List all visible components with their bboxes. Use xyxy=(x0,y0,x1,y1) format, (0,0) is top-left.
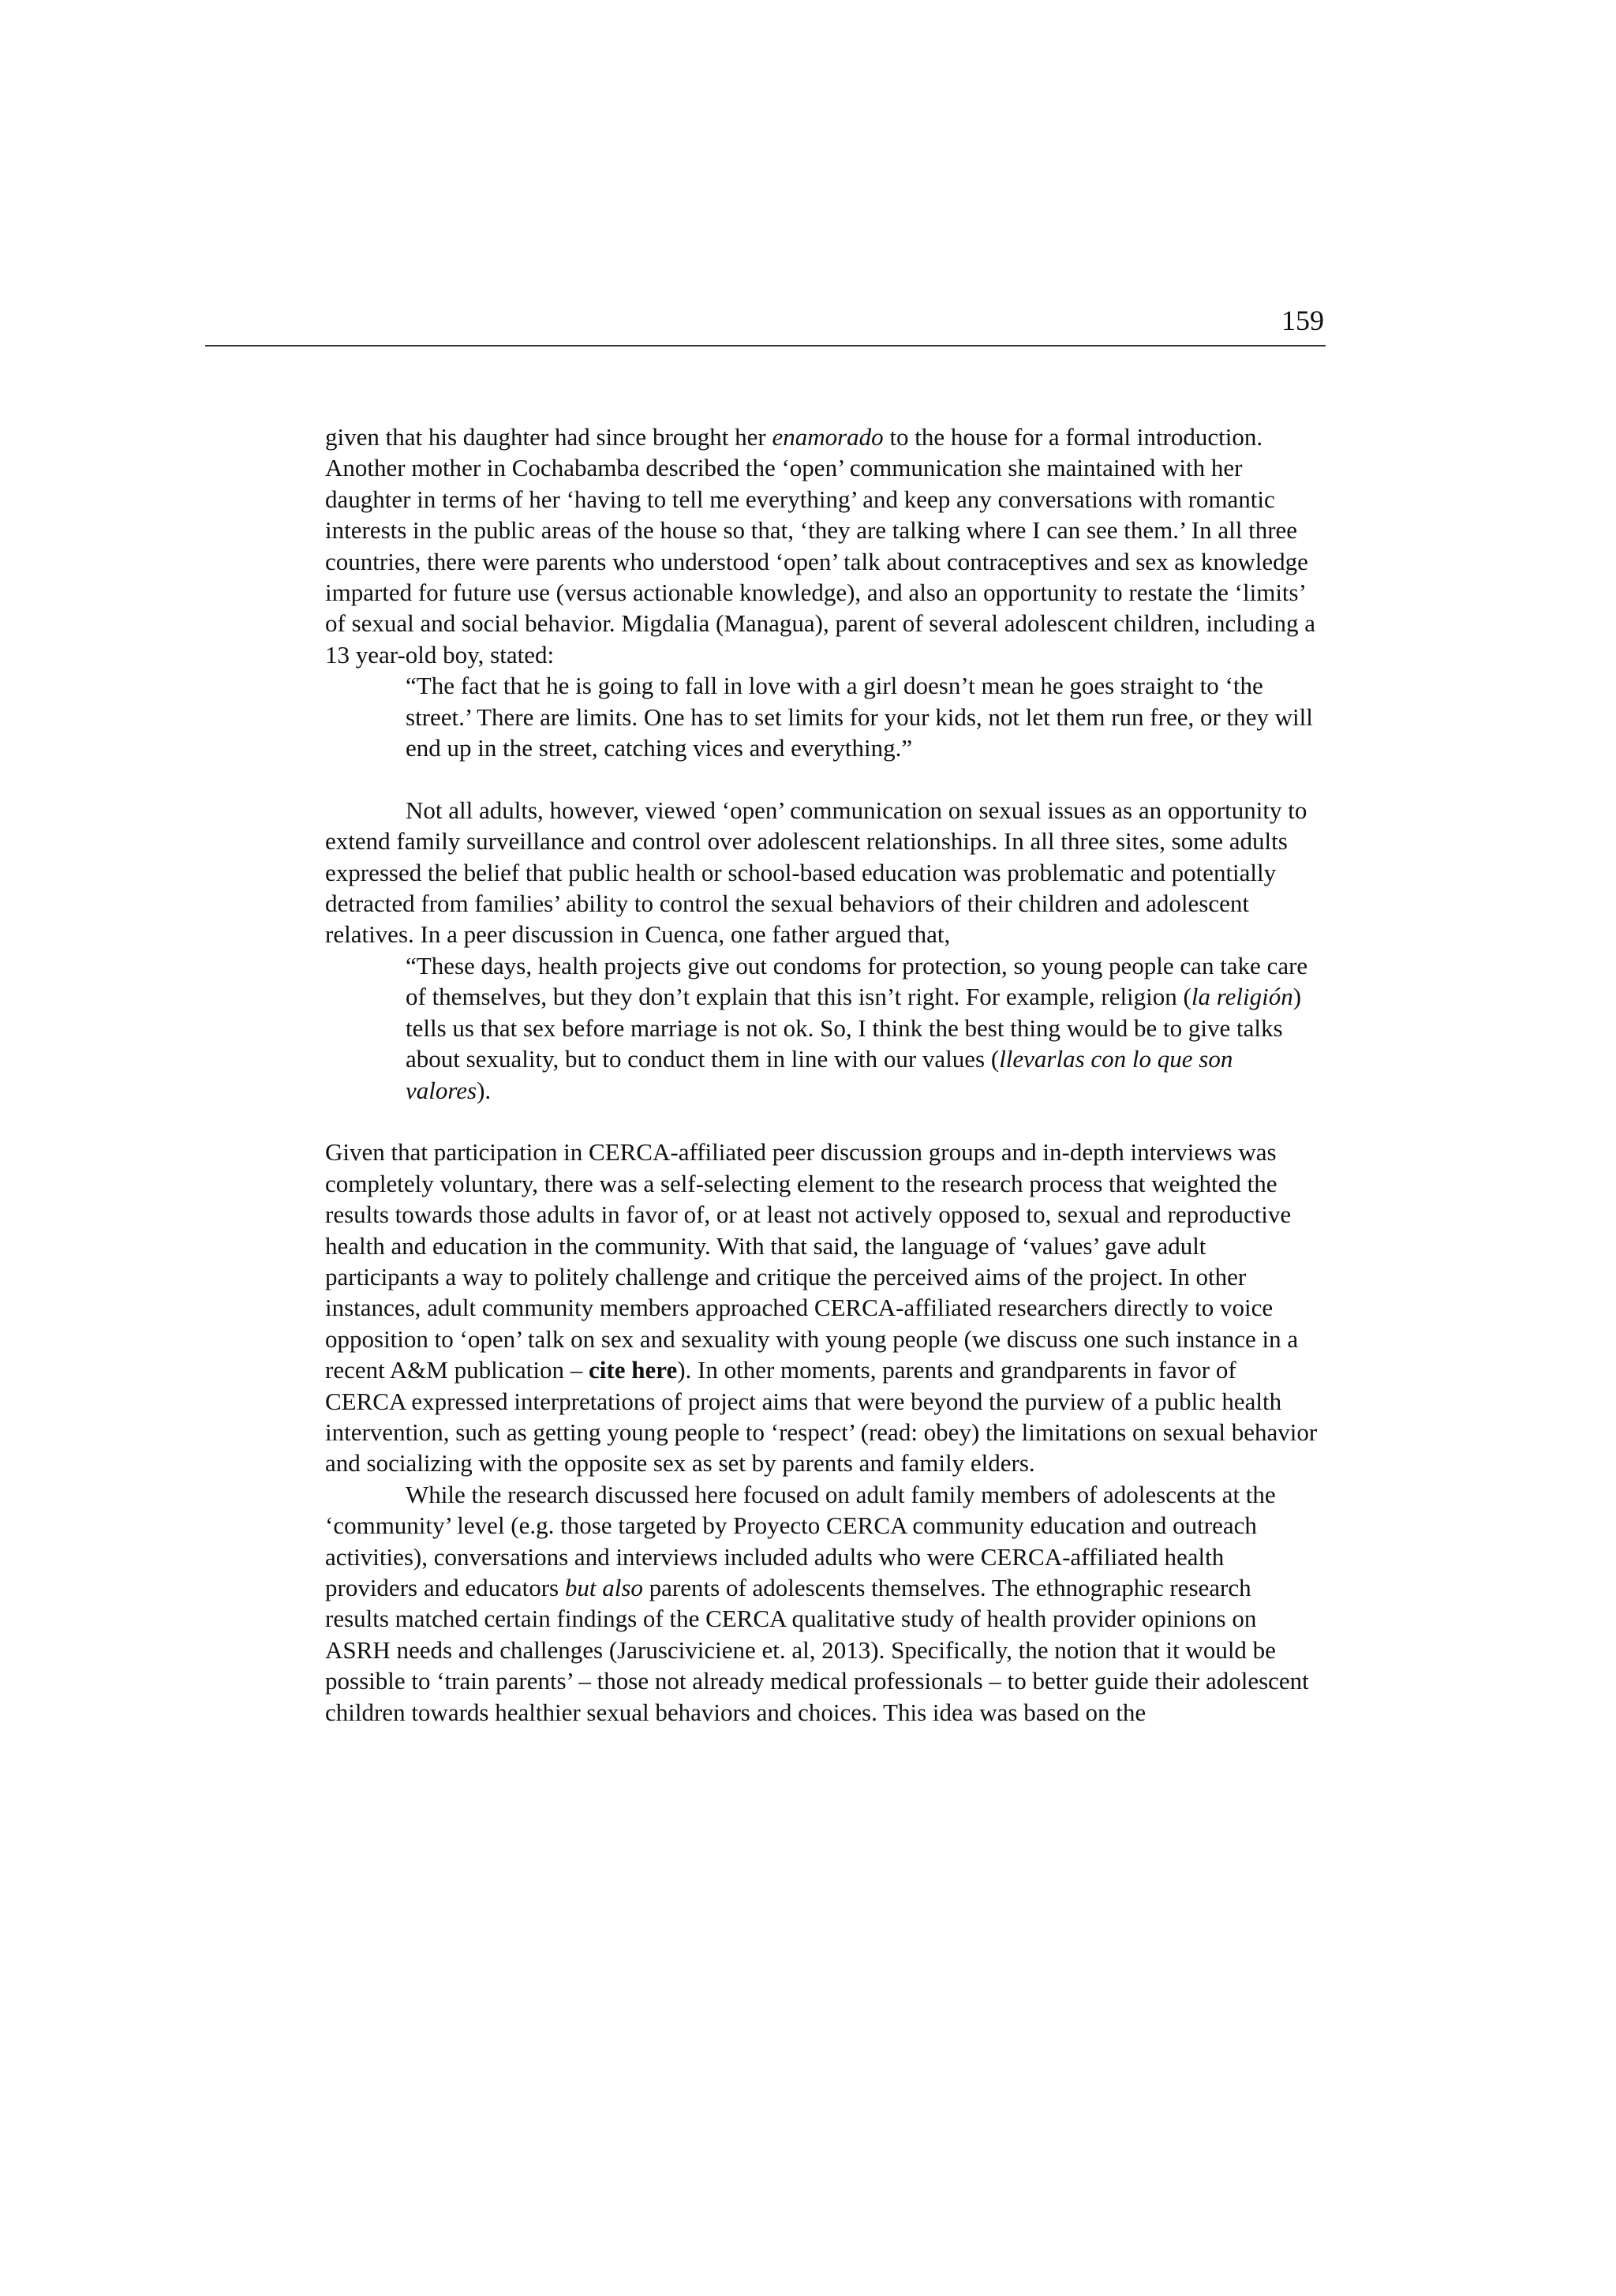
header-rule xyxy=(205,345,1326,346)
text-run: given that his daughter had since brought her xyxy=(325,423,772,451)
paragraph-2: Not all adults, however, viewed ‘open’ communication on sexual issues as an opportunity to extend family surveillance and control over adolescent relationships. In all three sites, some adults expressed the belief that public health or school-based education was problematic and potentially detracted from families’ ability to control the sexual behaviors of their children and adolescent relatives. In a peer discussion in Cuenca, one father argued that, xyxy=(325,796,1307,949)
italic-term: but also xyxy=(564,1574,643,1601)
block-quote-1 xyxy=(406,670,1319,763)
paragraph-3 xyxy=(325,1137,1319,1478)
italic-term: llevarlas con lo que son valores xyxy=(406,1045,1233,1104)
italic-term: enamorado xyxy=(772,423,884,451)
text-run: ). xyxy=(477,1076,492,1104)
body-text xyxy=(325,421,1319,1728)
text-run: “These days, health projects give out condoms for protection, so young people can take care of themselves, but they don’t explain that this isn’t right. For example, religion ( xyxy=(406,951,1308,1011)
text-run: Given that participation in CERCA-affiliated peer discussion groups and in-depth interviews was completely voluntary, there was a self-selecting element to the research process that weighted the results towards those adults in favor of, or at least not actively opposed to, sexual and reproductive health and education in the community. With that said, the language of ‘values’ gave adult participants a way to politely challenge and critique the perceived aims of the project. In other instances, adult community members approached CERCA-affiliated researchers directly to voice opposition to ‘open’ talk on sex and sexuality with young people (we discuss one such instance in a recent A&M publication – xyxy=(325,1138,1299,1384)
paragraph-4 xyxy=(325,1479,1319,1728)
text-run: While the research discussed here focused on adult family members of adolescents at the ‘community’ level (e.g. those targeted by Proyecto CERCA community education and outreach activities), conversations and interviews included adults who were CERCA-affiliated health providers and educators xyxy=(325,1480,1276,1601)
text-run: ). In other moments, parents and grandparents in favor of CERCA expressed interpretations of project aims that were beyond the purview of a public health intervention, such as getting young people to ‘respect’ (read: obey) the limitations on sexual behavior and socializing with the opposite sex as set by parents and family elders. xyxy=(325,1356,1318,1478)
paragraph-1 xyxy=(325,421,1319,670)
bold-citation-placeholder: cite here xyxy=(589,1356,678,1384)
page-number: 159 xyxy=(1281,305,1324,336)
block-quote-2 xyxy=(406,950,1319,1106)
italic-term: la religión xyxy=(1191,983,1293,1011)
text-run: parents of adolescents themselves. The ethnographic research results matched certain findings of the CERCA qualitative study of health provider opinions on ASRH needs and challenges (Jarusciviciene et. al, 2013). Specifically, the notion that it would be possible to ‘train parents’ – those not already medical professionals – to better guide their adolescent children towards healthier sexual behaviors and choices. This idea was based on the xyxy=(325,1574,1309,1726)
text-run: ) tells us that sex before marriage is not ok. So, I think the best thing would be to give talks about sexuality, but to conduct them in line with our values ( xyxy=(406,983,1302,1073)
text-run: to the house for a formal introduction. Another mother in Cochabamba described the ‘open’ communication she maintained with her daughter in terms of her ‘having to tell me everything’ and keep any conversations with romantic interests in the public areas of the house so that, ‘they are talking where I can see them.’ In all three countries, there were parents who understood ‘open’ talk about contraceptives and sex as knowledge imparted for future use (versus actionable knowledge), and also an opportunity to restate the ‘limits’ of sexual and social behavior. Migdalia (Managua), parent of several adolescent children, including a 13 year-old boy, stated: xyxy=(325,423,1316,669)
quote-text: “The fact that he is going to fall in love with a girl doesn’t mean he goes straight to ‘the street.’ There are limits. One has to set limits for your kids, not let them run free, or they will end up in the street, catching vices and everything.” xyxy=(406,672,1313,762)
